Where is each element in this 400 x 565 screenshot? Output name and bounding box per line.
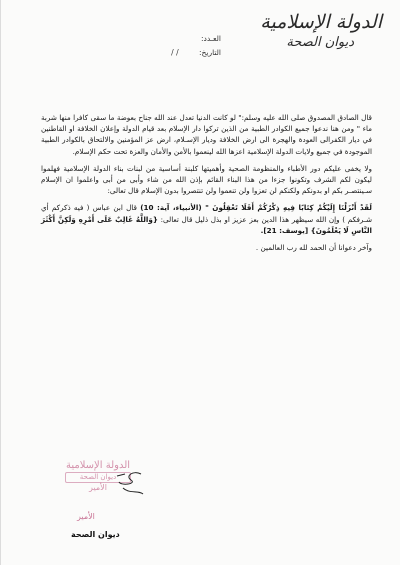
date-label: التاريخ: bbox=[199, 48, 221, 57]
letter-body bbox=[41, 112, 372, 259]
department-name: ديوان الصحة bbox=[286, 35, 354, 50]
closing-line: وآخر دعوانا أن الحمد لله رب العالمين . bbox=[255, 243, 372, 253]
signatory-department: ديوان الصحة bbox=[71, 530, 120, 539]
date-row bbox=[111, 46, 221, 60]
paragraph-3-text: قال ابن عباس ( فيه ذكركم أي شـرفكم ) وإن الله سيظهر هذا الدين بعز عزيز او بذل ذليل قال تعالى: bbox=[41, 203, 372, 224]
signatory-title: الأمير bbox=[77, 512, 95, 521]
number-row bbox=[111, 32, 221, 46]
state-name: الدولة الإسلامية bbox=[260, 11, 382, 33]
header-logo bbox=[247, 10, 382, 52]
paragraph-2: ولا يخفى عليكم دور الأطباء والمنظومة الصحية وأهميتها كلبنة أساسية من لبنات بناء الدولة الإسلامية فهلموا ليكون لكم الشرف وتكونوا جزءا من هذا البناء القائم بإذن الله من شاء وأبى من أبى واعلموا ان الإسلام سـينتصـر بكم او بدونكم ولكنكم لن تعزوا ولن تنعموا ولن تنتصروا بدون الإسلام قال تعالى: bbox=[41, 163, 372, 196]
document-meta bbox=[111, 32, 221, 60]
handwritten-signature bbox=[111, 468, 151, 498]
stamp-code-text: ديوان الصحة bbox=[65, 472, 131, 483]
stamp-bottom-text: الأمير bbox=[89, 483, 107, 492]
number-label: العـدد: bbox=[201, 34, 221, 43]
quote-verse-2: {وَاللَّهُ غَالِبٌ عَلَى أَمْرِهِ وَلَكِنَّ أَكْثَرَ النَّاسِ لَا يَعْلَمُونَ} [يوسف: 21]. bbox=[41, 214, 372, 235]
paragraph-1: قال الصادق المصدوق صلى الله عليه وسلم:" لو كانت الدنيا تعدل عند الله جناح بعوضة ما سقى كافرا منها شربة ماء " ومن هنا ندعوا جميع الكوادر الطبية من الذين تركوا دار الإسلام بعد قيام الدولة وإعلان الخلافة او القاطنين في ديار الكفرالى العودة والهجرة الى ارض الخلافة وديار الإسـلام، ارض عز المؤمنين والالتحاق بالكوادر الطبية الموجودة في جميع ولايات الدولة الإسلامية اعزها الله لينعموا بالأمن والأمان والعزة تحت حكم الإسلام. bbox=[41, 113, 372, 156]
quote-verse-1: لَقَدْ أَنْزَلْنَا إِلَيْكُمْ كِتَابًا فِيهِ ذِكْرُكُمْ أَفَلَا تَعْقِلُونَ " (الأنبياء، آية: 10) bbox=[140, 203, 372, 213]
date-value: / / bbox=[171, 48, 179, 57]
stamp-top-text: الدولة الإسلامية bbox=[65, 460, 131, 471]
paragraph-3 bbox=[41, 202, 372, 236]
